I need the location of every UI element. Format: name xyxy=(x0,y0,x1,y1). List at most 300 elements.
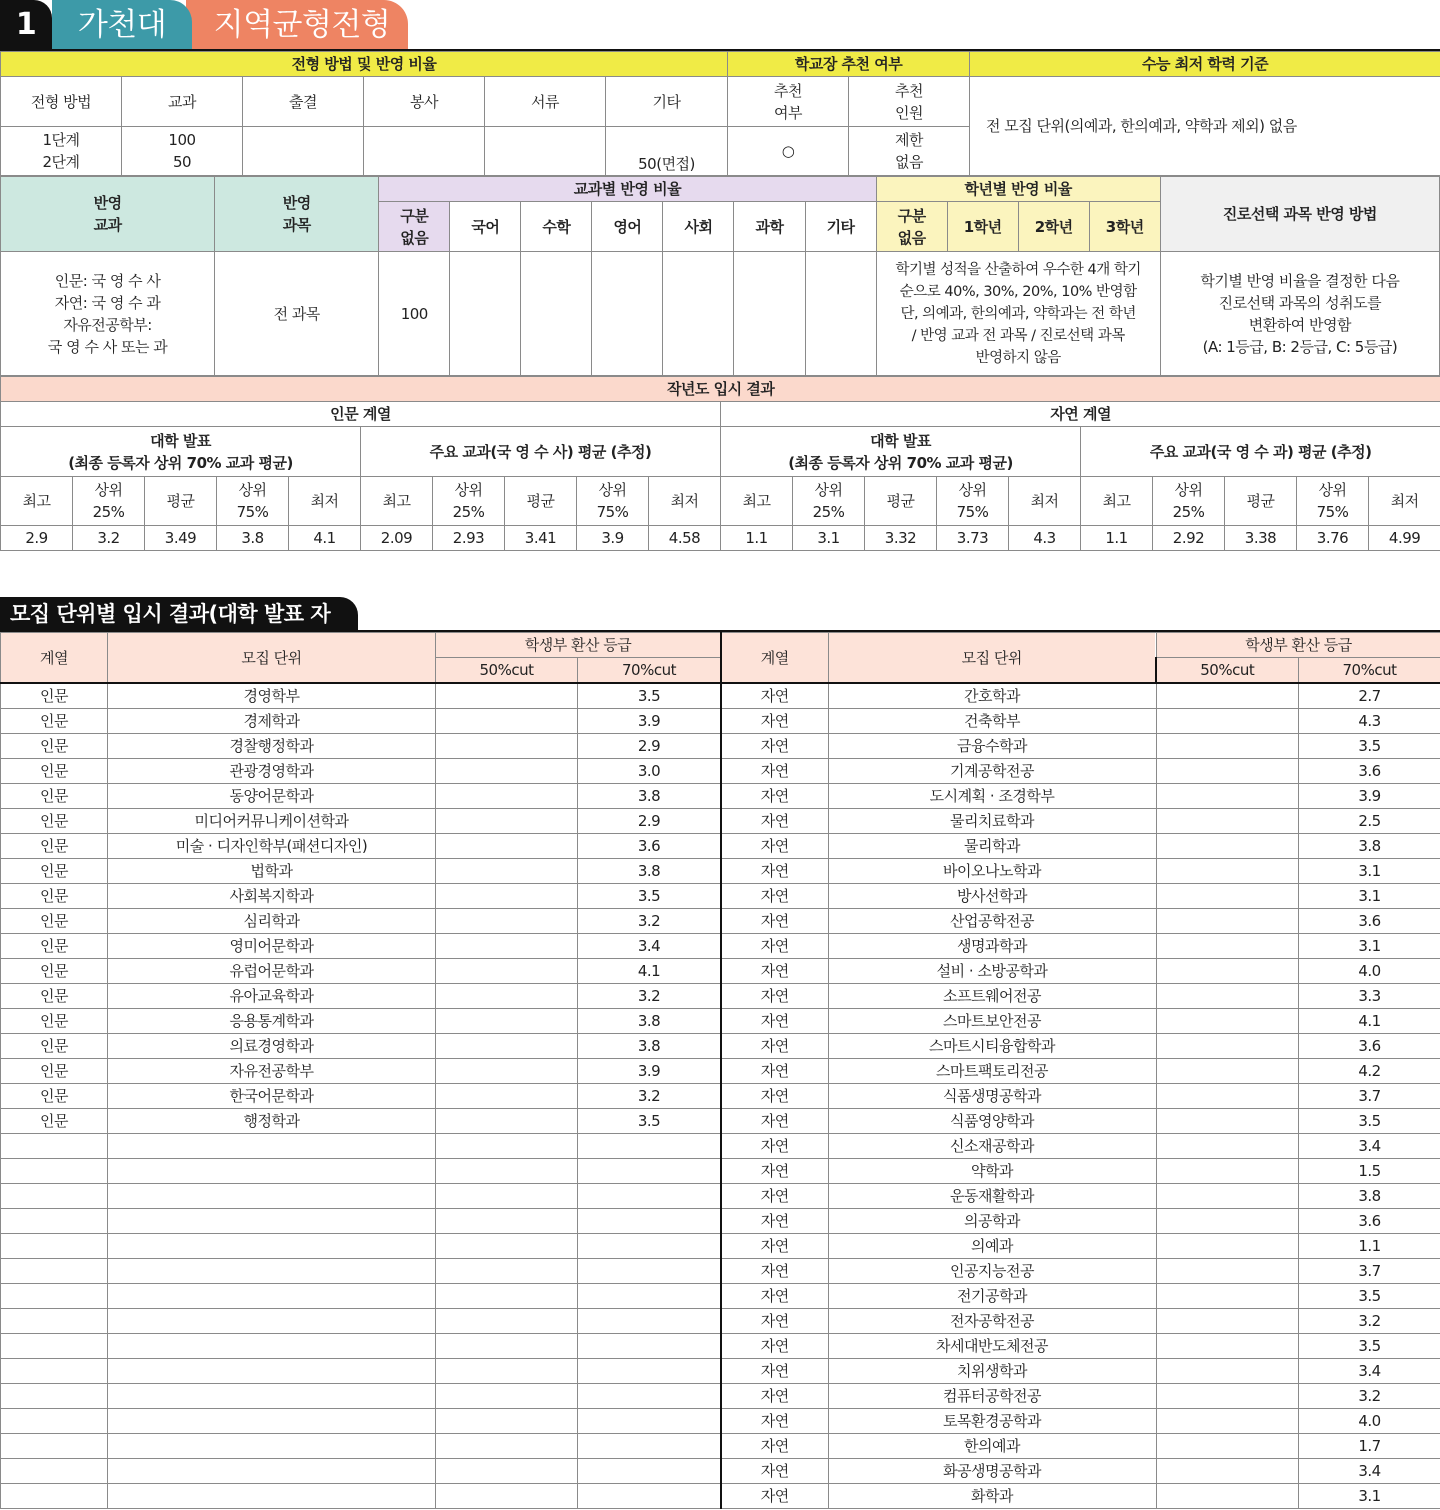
track-cell: 인문 xyxy=(1,734,108,759)
stat-value: 3.76 xyxy=(1297,526,1369,551)
cut70-cell: 4.1 xyxy=(578,959,721,984)
cut70-cell: 2.7 xyxy=(1298,683,1440,709)
unit-cell: 간호학과 xyxy=(828,683,1156,709)
empty-cell xyxy=(1,1384,108,1409)
cell-line: 단, 의예과, 한의예과, 약학과는 전 학년 xyxy=(900,305,1136,322)
cut70-cell: 3.9 xyxy=(578,709,721,734)
table-row xyxy=(1,1409,721,1434)
unit-cell: 한국어문학과 xyxy=(108,1084,436,1109)
cut50-cell xyxy=(1156,1334,1298,1359)
empty-cell xyxy=(108,1359,436,1384)
stat-value: 2.9 xyxy=(1,526,73,551)
cut50-cell xyxy=(1156,809,1298,834)
cut50-cell xyxy=(1156,1034,1298,1059)
cell-line: (최종 등록자 상위 70% 교과 평균) xyxy=(788,453,1013,472)
table-row xyxy=(1,683,721,709)
table-row xyxy=(721,1134,1440,1159)
cell-line: 학기별 반영 비율을 결정한 다음 xyxy=(1200,271,1400,290)
track-cell: 자연 xyxy=(721,1259,828,1284)
table-row xyxy=(721,834,1440,859)
stat-value: 3.49 xyxy=(145,526,217,551)
stat-label-line1: 상위 xyxy=(958,481,987,499)
reflect-subject-header xyxy=(1,177,215,252)
humanities-header: 인문 계열 xyxy=(1,402,721,427)
cut50-cell xyxy=(1156,1184,1298,1209)
unit-cell: 기계공학전공 xyxy=(828,759,1156,784)
stat-value: 4.58 xyxy=(649,526,721,551)
table-row xyxy=(1,1084,721,1109)
cut50-cell xyxy=(436,1009,578,1034)
unit-cell: 토목환경공학과 xyxy=(828,1409,1156,1434)
grade1-header: 1학년 xyxy=(947,202,1018,252)
english-header: 영어 xyxy=(592,202,663,252)
unit-right-body xyxy=(721,683,1440,1509)
cut70-cell: 3.8 xyxy=(1298,834,1440,859)
track-cell: 자연 xyxy=(721,1134,828,1159)
stat-label xyxy=(217,477,289,526)
stage2: 2단계 xyxy=(42,153,80,171)
stage1-subject: 100 xyxy=(168,131,196,149)
track-cell: 자연 xyxy=(721,1159,828,1184)
col-method: 전형 방법 xyxy=(1,77,122,127)
cell-line: 인원 xyxy=(895,103,924,122)
unit-cell: 영미어문학과 xyxy=(108,934,436,959)
cut50-cell xyxy=(1156,1209,1298,1234)
track-cell: 자연 xyxy=(721,1184,828,1209)
cut70-cell: 3.5 xyxy=(578,1109,721,1134)
track-cell: 인문 xyxy=(1,1109,108,1134)
empty-cell xyxy=(578,1359,721,1384)
cut70-cell: 3.4 xyxy=(1298,1359,1440,1384)
career-note xyxy=(1160,252,1439,376)
stat-value: 2.09 xyxy=(361,526,433,551)
unit-cell: 관광경영학과 xyxy=(108,759,436,784)
cut70-cell: 3.6 xyxy=(1298,759,1440,784)
empty-cell xyxy=(485,127,606,176)
stat-label-line1: 최고 xyxy=(382,492,411,510)
stat-label xyxy=(505,477,577,526)
track-cell: 인문 xyxy=(1,759,108,784)
empty-cell xyxy=(578,1184,721,1209)
unit-cell: 도시계획 · 조경학부 xyxy=(828,784,1156,809)
cell-line: 인문: 국 영 수 사 xyxy=(54,271,161,290)
cut70-cell: 4.2 xyxy=(1298,1059,1440,1084)
cell-line: 없음 xyxy=(897,228,926,247)
table-row xyxy=(721,1109,1440,1134)
stat-label-line1: 상위 xyxy=(1174,481,1203,499)
table-row xyxy=(1,784,721,809)
col-50cut: 50%cut xyxy=(1156,658,1298,684)
cut70-cell: 3.1 xyxy=(1298,859,1440,884)
group-recommend-header: 학교장 추천 여부 xyxy=(728,52,970,77)
table-row xyxy=(721,1059,1440,1084)
stat-label xyxy=(793,477,865,526)
table-row xyxy=(1,1384,721,1409)
cut50-cell xyxy=(436,1109,578,1134)
stat-label xyxy=(865,477,937,526)
last-year-title: 작년도 입시 결과 xyxy=(1,377,1440,402)
track-cell: 자연 xyxy=(721,884,828,909)
stat-label-line2: 25% xyxy=(92,503,125,521)
track-cell: 자연 xyxy=(721,859,828,884)
empty-cell xyxy=(1,1209,108,1234)
unit-cell: 소프트웨어전공 xyxy=(828,984,1156,1009)
unit-cell: 설비 · 소방공학과 xyxy=(828,959,1156,984)
stat-label-line2: 25% xyxy=(452,503,485,521)
cut50-cell xyxy=(1156,934,1298,959)
unit-cell: 심리학과 xyxy=(108,909,436,934)
track-cell: 자연 xyxy=(721,734,828,759)
empty-cell xyxy=(1,1409,108,1434)
cut50-cell xyxy=(1156,1234,1298,1259)
track-cell: 인문 xyxy=(1,859,108,884)
cell-line: (A: 1등급, B: 2등급, C: 5등급) xyxy=(1202,337,1398,356)
table-row xyxy=(721,934,1440,959)
unit-cell: 전자공학전공 xyxy=(828,1309,1156,1334)
cell-line: 순으로 40%, 30%, 20%, 10% 반영함 xyxy=(899,283,1137,300)
table-row xyxy=(1,1009,721,1034)
track-cell: 자연 xyxy=(721,834,828,859)
empty-cell xyxy=(734,252,805,376)
table-row xyxy=(721,1084,1440,1109)
stat-label-line2: 75% xyxy=(236,503,269,521)
col-50cut: 50%cut xyxy=(436,658,578,684)
table-row xyxy=(1,734,721,759)
cut70-cell: 3.8 xyxy=(1298,1184,1440,1209)
table-row xyxy=(721,1259,1440,1284)
table-row xyxy=(1,1359,721,1384)
table-row xyxy=(721,1234,1440,1259)
empty-cell xyxy=(436,1384,578,1409)
empty-cell xyxy=(1,1359,108,1384)
cut50-cell xyxy=(1156,859,1298,884)
cut70-cell: 3.7 xyxy=(1298,1084,1440,1109)
stat-label xyxy=(1,477,73,526)
table-row xyxy=(1,1159,721,1184)
col-track: 계열 xyxy=(721,633,828,684)
col-recommend-yn xyxy=(728,77,849,127)
track-cell: 자연 xyxy=(721,1409,828,1434)
empty-cell xyxy=(108,1284,436,1309)
empty-cell xyxy=(578,1484,721,1509)
cut50-cell xyxy=(1156,709,1298,734)
cut50-cell xyxy=(436,934,578,959)
empty-cell xyxy=(521,252,592,376)
empty-cell xyxy=(578,1284,721,1309)
cell-line: 추천 xyxy=(895,81,924,100)
cut50-cell xyxy=(1156,1259,1298,1284)
section-number: 1 xyxy=(0,0,52,50)
stat-value: 4.99 xyxy=(1369,526,1440,551)
empty-cell xyxy=(578,1209,721,1234)
courses-value: 전 과목 xyxy=(215,252,379,376)
unit-results-right-table xyxy=(720,632,1440,1509)
track-cell: 자연 xyxy=(721,1059,828,1084)
cut50-cell xyxy=(436,734,578,759)
unit-cell: 스마트시티융합학과 xyxy=(828,1034,1156,1059)
cut50-cell xyxy=(436,859,578,884)
cut50-cell xyxy=(1156,909,1298,934)
grade2-header: 2학년 xyxy=(1018,202,1089,252)
cut70-cell: 3.5 xyxy=(1298,734,1440,759)
cut70-cell: 3.5 xyxy=(1298,1284,1440,1309)
track-cell: 자연 xyxy=(721,1309,828,1334)
unit-cell: 전기공학과 xyxy=(828,1284,1156,1309)
stat-label-line1: 상위 xyxy=(598,481,627,499)
table-row xyxy=(721,759,1440,784)
table-row xyxy=(1,1334,721,1359)
stat-label-line1: 상위 xyxy=(814,481,843,499)
cut70-cell: 1.5 xyxy=(1298,1159,1440,1184)
table-row xyxy=(721,683,1440,709)
empty-cell xyxy=(436,1359,578,1384)
cut50-cell xyxy=(1156,884,1298,909)
col-subject: 교과 xyxy=(122,77,243,127)
track-cell: 자연 xyxy=(721,759,828,784)
stat-label xyxy=(1081,477,1153,526)
unit-cell: 자유전공학부 xyxy=(108,1059,436,1084)
empty-cell xyxy=(108,1409,436,1434)
table-row xyxy=(1,984,721,1009)
table-row xyxy=(1,1059,721,1084)
grade-note xyxy=(876,252,1160,376)
stat-label-line1: 상위 xyxy=(238,481,267,499)
cell-line: 반영하지 않음 xyxy=(975,349,1061,366)
unit-cell: 응용통계학과 xyxy=(108,1009,436,1034)
table-row xyxy=(721,959,1440,984)
unit-cell: 인공지능전공 xyxy=(828,1259,1156,1284)
unit-cell: 경영학부 xyxy=(108,683,436,709)
table-row xyxy=(1,1034,721,1059)
stat-value-row xyxy=(1,526,1440,551)
stat-value: 3.32 xyxy=(865,526,937,551)
empty-cell xyxy=(436,1434,578,1459)
cell-line: 대학 발표 xyxy=(870,431,931,450)
unit-cell: 치위생학과 xyxy=(828,1359,1156,1384)
stage2-subject: 50 xyxy=(172,153,192,171)
stat-label-line1: 최저 xyxy=(1390,492,1419,510)
grade-ratio-header: 학년별 반영 비율 xyxy=(876,177,1160,202)
unit-cell: 식품영양학과 xyxy=(828,1109,1156,1134)
empty-cell xyxy=(1,1434,108,1459)
cut70-cell: 3.4 xyxy=(1298,1459,1440,1484)
unit-left-body xyxy=(1,683,721,1509)
track-cell: 자연 xyxy=(721,1234,828,1259)
empty-cell xyxy=(436,1184,578,1209)
cell-line: 없음 xyxy=(400,228,429,247)
table-row xyxy=(721,1209,1440,1234)
stat-value: 3.38 xyxy=(1225,526,1297,551)
col-recommend-num xyxy=(849,77,970,127)
table-row xyxy=(721,909,1440,934)
cut70-cell: 1.1 xyxy=(1298,1234,1440,1259)
subject-table xyxy=(0,176,1440,376)
stat-value: 2.92 xyxy=(1153,526,1225,551)
empty-cell xyxy=(578,1259,721,1284)
stat-label-line1: 최저 xyxy=(1030,492,1059,510)
stat-value: 3.2 xyxy=(73,526,145,551)
table-row xyxy=(1,1284,721,1309)
empty-cell xyxy=(108,1384,436,1409)
cut70-cell: 4.3 xyxy=(1298,709,1440,734)
empty-cell xyxy=(108,1309,436,1334)
reflect-course-header xyxy=(215,177,379,252)
cell-line: 구분 xyxy=(897,206,926,225)
track-cell: 인문 xyxy=(1,1009,108,1034)
cell-line: 없음 xyxy=(895,153,924,171)
unit-cell: 컴퓨터공학전공 xyxy=(828,1384,1156,1409)
track-cell: 자연 xyxy=(721,959,828,984)
unit-cell: 유아교육학과 xyxy=(108,984,436,1009)
unit-cell: 미디어커뮤니케이션학과 xyxy=(108,809,436,834)
cut70-cell: 3.6 xyxy=(1298,1209,1440,1234)
track-cell: 인문 xyxy=(1,683,108,709)
track-cell: 자연 xyxy=(721,1084,828,1109)
stat-label-line2: 25% xyxy=(812,503,845,521)
stat-label xyxy=(577,477,649,526)
empty-cell xyxy=(436,1409,578,1434)
empty-cell xyxy=(436,1259,578,1284)
unit-cell: 사회복지학과 xyxy=(108,884,436,909)
empty-cell xyxy=(108,1259,436,1284)
empty-cell xyxy=(1,1259,108,1284)
empty-cell xyxy=(1,1234,108,1259)
cut70-cell: 3.8 xyxy=(578,1034,721,1059)
cut70-cell: 2.5 xyxy=(1298,809,1440,834)
cut50-cell xyxy=(436,884,578,909)
stat-label-line1: 평균 xyxy=(886,492,915,510)
unit-cell: 스마트팩토리전공 xyxy=(828,1059,1156,1084)
table-row xyxy=(1,884,721,909)
natural-header: 자연 계열 xyxy=(721,402,1440,427)
grade3-header: 3학년 xyxy=(1089,202,1160,252)
cell-line: 진로선택 과목의 성취도를 xyxy=(1218,293,1382,312)
empty-cell xyxy=(436,1209,578,1234)
stat-label xyxy=(433,477,505,526)
col-70cut: 70%cut xyxy=(1298,658,1440,684)
admission-type-label: 지역균형전형 xyxy=(186,0,408,50)
science-header: 과학 xyxy=(734,202,805,252)
track-cell: 인문 xyxy=(1,1059,108,1084)
cut70-cell: 3.6 xyxy=(1298,1034,1440,1059)
cut70-cell: 3.4 xyxy=(578,934,721,959)
stat-value: 1.1 xyxy=(721,526,793,551)
table-row xyxy=(721,1184,1440,1209)
table-row xyxy=(1,1209,721,1234)
unit-cell: 생명과학과 xyxy=(828,934,1156,959)
table-row xyxy=(1,1134,721,1159)
table-row xyxy=(1,1459,721,1484)
cell-line: 학기별 성적을 산출하여 우수한 4개 학기 xyxy=(895,261,1141,278)
cut50-cell xyxy=(1156,683,1298,709)
table-row xyxy=(721,1434,1440,1459)
table-row xyxy=(1,909,721,934)
table-row xyxy=(1,859,721,884)
cut70-cell: 3.1 xyxy=(1298,884,1440,909)
empty-cell xyxy=(1,1284,108,1309)
unit-cell: 의공학과 xyxy=(828,1209,1156,1234)
track-cell: 자연 xyxy=(721,1109,828,1134)
table-row xyxy=(1,1259,721,1284)
cut70-cell: 3.2 xyxy=(1298,1384,1440,1409)
cut70-cell: 3.5 xyxy=(1298,1334,1440,1359)
empty-cell xyxy=(578,1159,721,1184)
empty-cell xyxy=(108,1184,436,1209)
cut50-cell xyxy=(1156,1284,1298,1309)
cell-line: 과목 xyxy=(282,216,311,234)
stat-label-line1: 최고 xyxy=(1102,492,1131,510)
track-cell: 자연 xyxy=(721,1009,828,1034)
stage-cell xyxy=(1,127,122,176)
stat-label-line1: 최저 xyxy=(670,492,699,510)
stat-value: 3.8 xyxy=(217,526,289,551)
track-cell: 인문 xyxy=(1,709,108,734)
stat-label-line1: 최고 xyxy=(22,492,51,510)
col-unit: 모집 단위 xyxy=(828,633,1156,684)
col-unit: 모집 단위 xyxy=(108,633,436,684)
unit-cell: 스마트보안전공 xyxy=(828,1009,1156,1034)
cut50-cell xyxy=(1156,834,1298,859)
empty-cell xyxy=(805,252,876,376)
empty-cell xyxy=(578,1409,721,1434)
unit-cell: 금융수학과 xyxy=(828,734,1156,759)
stat-label-line2: 75% xyxy=(956,503,989,521)
cut70-cell: 3.7 xyxy=(1298,1259,1440,1284)
cell-line: 국 영 수 사 또는 과 xyxy=(47,337,168,356)
cut50-cell xyxy=(1156,1109,1298,1134)
stat-value: 4.1 xyxy=(289,526,361,551)
unit-cell: 경찰행정학과 xyxy=(108,734,436,759)
empty-cell xyxy=(450,252,521,376)
unit-cell: 물리치료학과 xyxy=(828,809,1156,834)
cut70-cell: 3.2 xyxy=(578,984,721,1009)
table-row xyxy=(1,1184,721,1209)
col-attendance: 출결 xyxy=(243,77,364,127)
stat-label xyxy=(649,477,721,526)
cut50-cell xyxy=(1156,784,1298,809)
empty-cell xyxy=(1,1484,108,1509)
stat-label-line2: 25% xyxy=(1172,503,1205,521)
empty-cell xyxy=(436,1459,578,1484)
table-row xyxy=(1,1434,721,1459)
col-volunteer: 봉사 xyxy=(364,77,485,127)
empty-cell xyxy=(1,1159,108,1184)
track-cell: 자연 xyxy=(721,1434,828,1459)
stat-label-line1: 평균 xyxy=(166,492,195,510)
empty-cell xyxy=(108,1234,436,1259)
track-cell: 자연 xyxy=(721,1459,828,1484)
stat-value: 3.1 xyxy=(793,526,865,551)
table-row xyxy=(721,809,1440,834)
cell-line: 교과 xyxy=(93,216,122,234)
stat-label-line1: 평균 xyxy=(526,492,555,510)
table-row xyxy=(721,784,1440,809)
unit-cell: 방사선학과 xyxy=(828,884,1156,909)
cut50-cell xyxy=(1156,1409,1298,1434)
cut70-cell: 3.9 xyxy=(578,1059,721,1084)
empty-cell xyxy=(578,1434,721,1459)
table-row xyxy=(721,984,1440,1009)
empty-cell xyxy=(108,1459,436,1484)
cut50-cell xyxy=(1156,1309,1298,1334)
table-row xyxy=(721,1409,1440,1434)
stat-label xyxy=(1369,477,1440,526)
unit-results-left-table xyxy=(0,632,721,1509)
table-row xyxy=(1,934,721,959)
stat-value: 4.3 xyxy=(1009,526,1081,551)
group-csat-header: 수능 최저 학력 기준 xyxy=(970,52,1440,77)
cut70-cell: 3.9 xyxy=(1298,784,1440,809)
